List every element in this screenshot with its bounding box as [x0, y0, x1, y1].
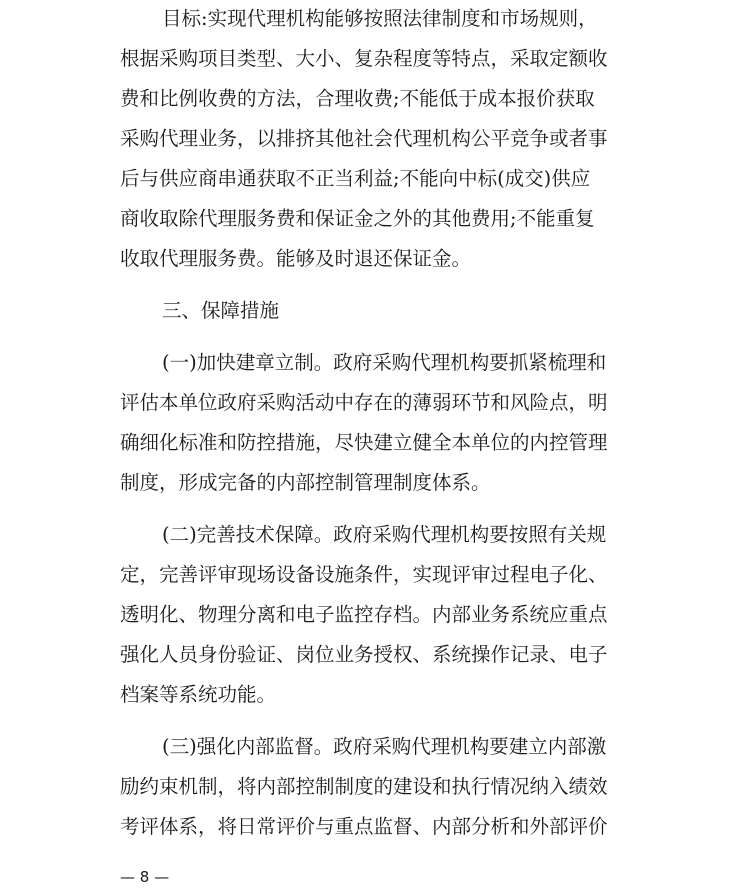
paragraph-line: 商收取除代理服务费和保证金之外的其他费用;不能重复: [120, 207, 595, 230]
paragraph-line: 采购代理业务，以排挤其他社会代理机构公平竞争或者事: [120, 127, 608, 150]
paragraph-line: 档案等系统功能。: [120, 683, 277, 706]
paragraph-line: 定，完善评审现场设备设施条件，实现评审过程电子化、: [120, 563, 608, 586]
paragraph-line: 励约束机制，将内部控制制度的建设和执行情况纳入绩效: [120, 775, 608, 798]
paragraph-line: 考评体系，将日常评价与重点监督、内部分析和外部评价: [120, 815, 608, 838]
paragraph-line: 透明化、物理分离和电子监控存档。内部业务系统应重点: [120, 603, 608, 626]
section-heading: 三、保障措施: [162, 299, 280, 322]
paragraph-line: (二)完善技术保障。政府采购代理机构要按照有关规: [162, 523, 607, 546]
paragraph-line: (一)加快建章立制。政府采购代理机构要抓紧梳理和: [162, 351, 607, 374]
paragraph-line: 制度，形成完备的内部控制管理制度体系。: [120, 471, 491, 494]
paragraph-line: 目标:实现代理机构能够按照法律制度和市场规则，: [162, 7, 598, 30]
paragraph-line: 收取代理服务费。能够及时退还保证金。: [120, 247, 472, 270]
paragraph-line: 评估本单位政府采购活动中存在的薄弱环节和风险点，明: [120, 391, 608, 414]
paragraph-line: 根据采购项目类型、大小、复杂程度等特点，采取定额收: [120, 47, 608, 70]
page-number: — 8 —: [120, 868, 170, 886]
paragraph-line: 确细化标准和防控措施，尽快建立健全本单位的内控管理: [120, 431, 608, 454]
paragraph-line: 强化人员身份验证、岗位业务授权、系统操作记录、电子: [120, 643, 608, 666]
paragraph-line: 费和比例收费的方法，合理收费;不能低于成本报价获取: [120, 87, 595, 110]
paragraph-line: (三)强化内部监督。政府采购代理机构要建立内部激: [162, 735, 607, 758]
paragraph-line: 后与供应商串通获取不正当利益;不能向中标(成交)供应: [120, 167, 591, 190]
